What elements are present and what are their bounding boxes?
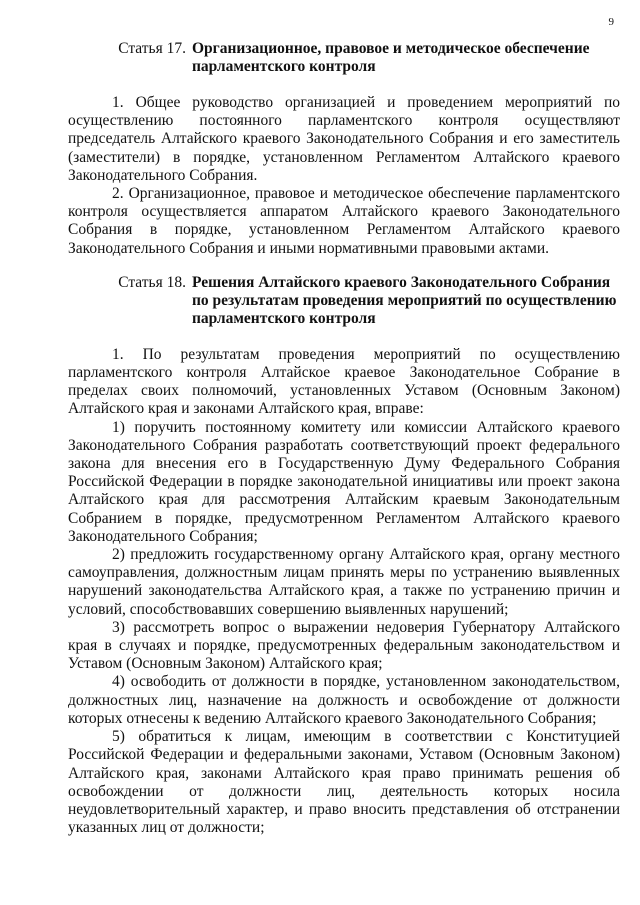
article-18-item-5: 5) обратиться к лицам, имеющим в соответствии с Конституцией Российской Федерации и федеральными законами, Уставом (Основным Законом) Алтайского края, законами Алтайского края право принимать решения об освобождении от должности лиц, деятельность которых носила неудовлетворительный характер, и право вносить представления об отстранении указанных лиц от должности;: [68, 728, 620, 837]
article-17-title-line: Организационное, правовое и методическое обеспечение: [192, 40, 590, 57]
article-18-item-2: 2) предложить государственному органу Алтайского края, органу местного самоуправления, должностным лицам принять меры по устранению выявленных нарушений законодательства Алтайского края, а также по устранению причин и условий, способствовавших совершению выявленных нарушений;: [68, 546, 620, 618]
article-18-title-line: парламентского контроля: [192, 309, 376, 327]
article-18-item-3: 3) рассмотреть вопрос о выражении недоверия Губернатору Алтайского края в случаях и порядке, предусмотренных федеральным законодательством и Уставом (Основным Законом) Алтайского края;: [68, 618, 620, 673]
article-17-paragraph-1: 1. Общее руководство организацией и проведением мероприятий по осуществлению постоянного парламентского контроля осуществляют председатель Алтайского краевого Законодательного Собрания и его заместитель (заместители) в порядке, установленном Регламентом Алтайского краевого Законодательного Собрания.: [68, 94, 620, 184]
article-18-item-1: 1) поручить постоянному комитету или комиссии Алтайского краевого Законодательного Собрания разработать соответствующий проект федерального закона для внесения его в Государственную Думу Федерального Собрания Российской Федерации в порядке законодательной инициативы или проект закона Алтайского края для рассмотрения Алтайским краевым Законодательным Собранием в порядке, предусмотренном Регламентом Алтайского краевого Законодательного Собрания;: [68, 418, 620, 545]
article-18-label: Статья 18.: [118, 273, 186, 291]
article-18-title: [192, 274, 616, 328]
page-number: 9: [608, 16, 614, 28]
article-18-heading: [68, 274, 620, 328]
article-17-title: [192, 40, 590, 76]
article-18-title-line: по результатам проведения мероприятий по осуществлению: [192, 291, 617, 309]
article-18-item-4: 4) освободить от должности в порядке, установленном законодательством, должностных лиц, назначение на должность и освобождение от должности которых отнесены к ведению Алтайского краевого Законодательного Собрания;: [68, 673, 620, 727]
article-17-label: Статья 17.: [118, 40, 186, 57]
article-18-title-line: Решения Алтайского краевого Законодательного Собрания: [192, 273, 611, 291]
article-17-title-line: парламентского контроля: [192, 58, 376, 75]
article-18-paragraph-1: 1. По результатам проведения мероприятий по осуществлению парламентского контроля Алтайское краевое Законодательное Собрание в пределах своих полномочий, установленных Уставом (Основным Законом) Алтайского края и законами Алтайского края, вправе:: [68, 345, 620, 418]
article-17-paragraph-2: 2. Организационное, правовое и методическое обеспечение парламентского контроля осуществляется аппаратом Алтайского краевого Законодательного Собрания в порядке, установленном Регламентом Алтайского краевого Законодательного Собрания и иными нормативными правовыми актами.: [68, 185, 620, 257]
article-17-heading: [68, 40, 620, 76]
document-body: [68, 40, 620, 837]
